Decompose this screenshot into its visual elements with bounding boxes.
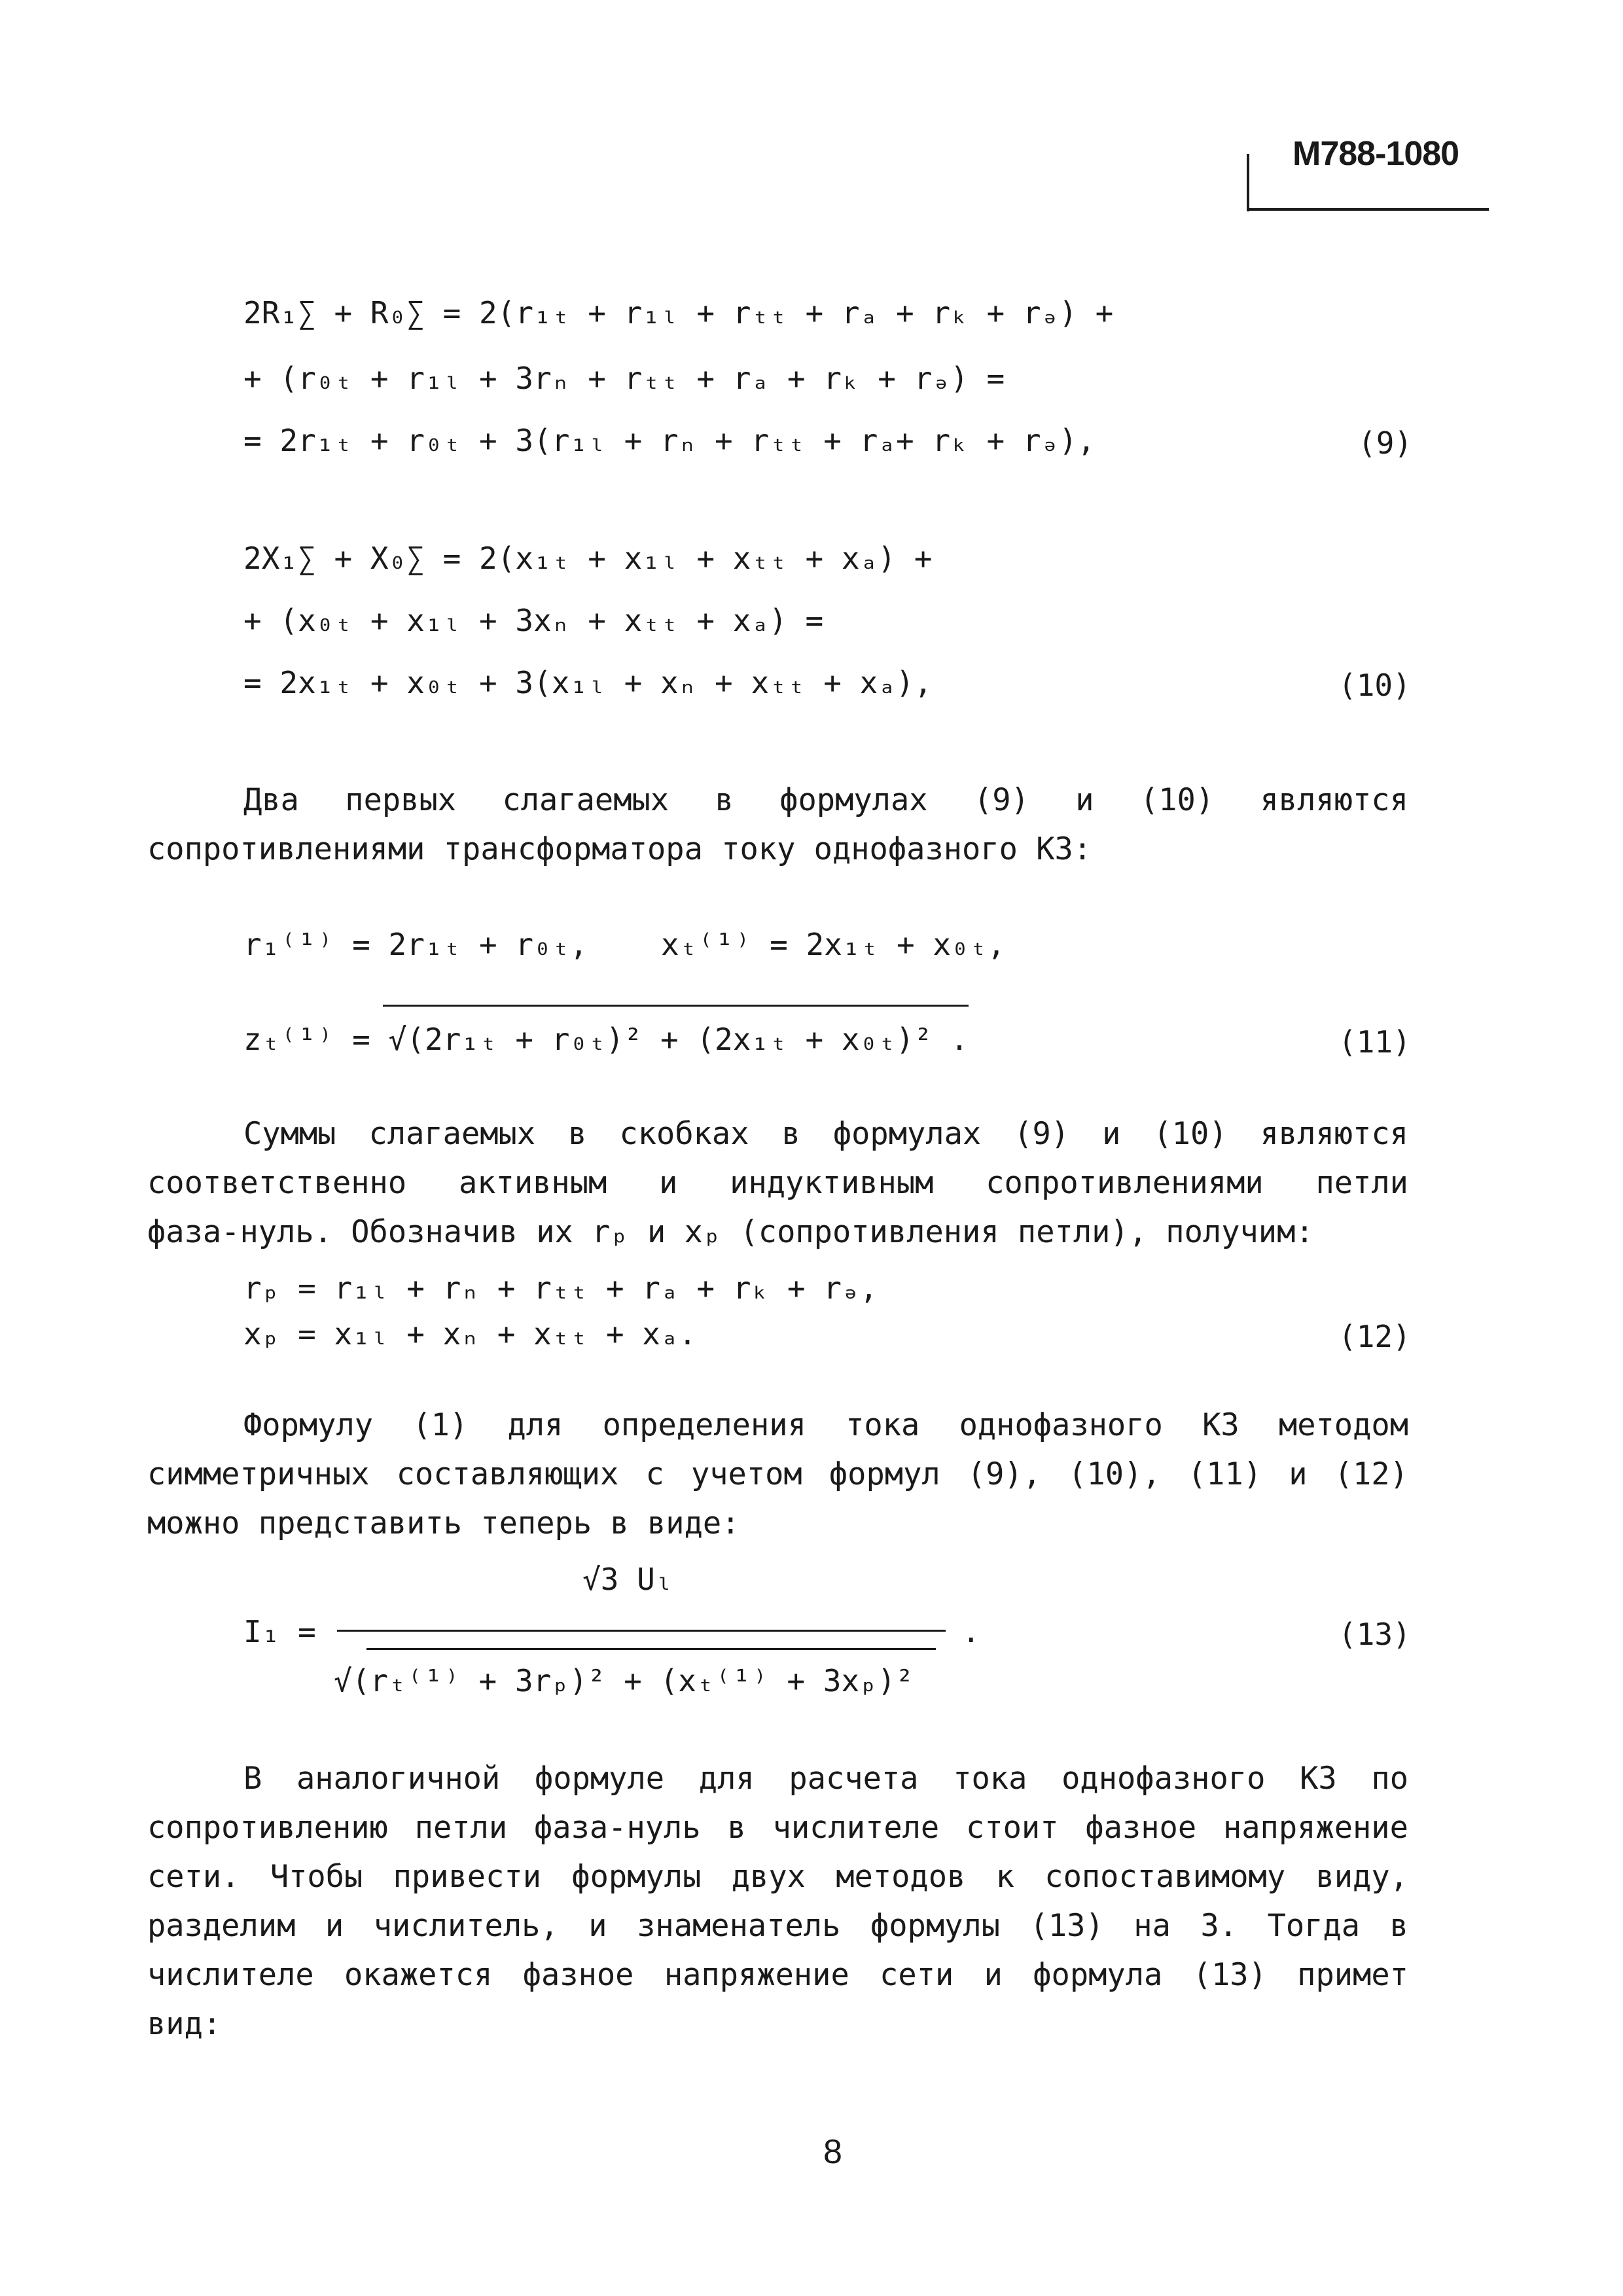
para1-line2: сопротивлениями трансформатора току однофазного КЗ: <box>147 831 1092 867</box>
word: сопротивлениями <box>986 1165 1264 1201</box>
eq9-line1: 2R₁∑ + R₀∑ = 2(r₁ₜ + r₁ₗ + rₜₜ + rₐ + rₖ + rₔ) + <box>243 295 1114 331</box>
word: окажется <box>344 1957 493 1993</box>
word: однофазного <box>959 1407 1163 1443</box>
stamp-frame-vertical <box>1247 154 1249 211</box>
word: и <box>1289 1456 1308 1492</box>
para4-line6: вид: <box>147 2006 222 2042</box>
word: тока <box>846 1407 920 1443</box>
eq12-line2: xₚ = x₁ₗ + xₙ + xₜₜ + xₐ. <box>243 1316 697 1352</box>
word: виду, <box>1315 1859 1408 1895</box>
word: для <box>698 1761 755 1797</box>
word: Чтобы <box>270 1859 363 1895</box>
word: слагаемых <box>368 1116 536 1152</box>
word: сопоставимому <box>1044 1859 1286 1895</box>
word: сети. <box>147 1859 240 1895</box>
word: составляющих <box>396 1456 619 1492</box>
eq11-radical-bar <box>383 1005 969 1007</box>
word: на <box>1133 1908 1171 1944</box>
eq9-number: (9) <box>1358 425 1413 461</box>
word: Тогда <box>1267 1908 1361 1944</box>
para1-line1 <box>243 782 1408 818</box>
word: фаза-нуль <box>533 1810 701 1846</box>
eq10-line3: = 2x₁ₜ + x₀ₜ + 3(x₁ₗ + xₙ + xₜₜ + xₐ), <box>243 665 933 700</box>
eq9-line3: = 2r₁ₜ + r₀ₜ + 3(r₁ₗ + rₙ + rₜₜ + rₐ+ rₖ + rₔ), <box>243 423 1096 458</box>
word: с <box>645 1456 664 1492</box>
eq13-number: (13) <box>1338 1617 1411 1652</box>
word: петли <box>1315 1165 1408 1201</box>
stamp-frame-horizontal <box>1247 208 1489 211</box>
word: числитель, <box>373 1908 559 1944</box>
word: знаменатель <box>637 1908 841 1944</box>
word: тока <box>953 1761 1027 1797</box>
word: и <box>588 1908 607 1944</box>
word: (9), <box>967 1456 1042 1492</box>
page-number: 8 <box>823 2133 842 2171</box>
document-code: М788-1080 <box>1293 135 1459 173</box>
word: являются <box>1260 782 1408 818</box>
word: (10) <box>1139 782 1215 818</box>
word: (1) <box>412 1407 469 1443</box>
word: числителе <box>772 1810 940 1846</box>
eq11-number: (11) <box>1338 1024 1411 1060</box>
word: методом <box>1278 1407 1408 1443</box>
word: и <box>984 1957 1003 1993</box>
word: числителе <box>147 1957 314 1993</box>
word: (11) <box>1187 1456 1262 1492</box>
word: фазное <box>522 1957 634 1993</box>
word: (10) <box>1153 1116 1228 1152</box>
eq13-fraction-bar <box>337 1630 946 1632</box>
eq13-radical-bar <box>366 1648 936 1650</box>
word: (9) <box>973 782 1029 818</box>
word: индуктивным <box>730 1165 934 1201</box>
word: определения <box>602 1407 806 1443</box>
word: КЗ <box>1202 1407 1240 1443</box>
para3-line2 <box>147 1456 1408 1492</box>
word: формуле <box>535 1761 665 1797</box>
word: 3. <box>1200 1908 1238 1944</box>
eq11-line2: zₜ⁽¹⁾ = √(2r₁ₜ + r₀ₜ)² + (2x₁ₜ + x₀ₜ)² . <box>243 1022 969 1057</box>
word: в <box>568 1116 587 1152</box>
word: соответственно <box>147 1165 407 1201</box>
word: и <box>325 1908 344 1944</box>
word: фазное <box>1085 1810 1197 1846</box>
word: Суммы <box>243 1116 336 1152</box>
eq11-line1-x: xₜ⁽¹⁾ = 2x₁ₜ + x₀ₜ, <box>661 927 1006 962</box>
para4-line4 <box>147 1908 1408 1944</box>
eq13-numerator: √3 Uₗ <box>582 1562 673 1597</box>
word: примет <box>1297 1957 1408 1993</box>
word: Формулу <box>243 1407 374 1443</box>
word: (9) <box>1014 1116 1070 1152</box>
para3-line3: можно представить теперь в виде: <box>147 1505 740 1541</box>
word: однофазного <box>1061 1761 1266 1797</box>
word: разделим <box>147 1908 296 1944</box>
eq13-lhs: I₁ = <box>243 1614 316 1649</box>
word: В <box>243 1761 262 1797</box>
word: формулы <box>571 1859 702 1895</box>
eq10-line2: + (x₀ₜ + x₁ₗ + 3xₙ + xₜₜ + xₐ) = <box>243 603 824 638</box>
para2-line2 <box>147 1165 1408 1201</box>
word: формула <box>1033 1957 1163 1993</box>
word: напряжение <box>664 1957 849 1993</box>
para2-line3: фаза-нуль. Обозначив их rₚ и xₚ (сопротивления петли), получим: <box>147 1214 1314 1250</box>
word: формулах <box>832 1116 982 1152</box>
word: петли <box>414 1810 508 1846</box>
word: формулы <box>870 1908 1001 1944</box>
eq13-dot: . <box>962 1614 980 1649</box>
word: формулах <box>779 782 928 818</box>
para4-line2 <box>147 1810 1408 1846</box>
word: и <box>659 1165 678 1201</box>
word: скобках <box>619 1116 749 1152</box>
word: методов <box>836 1859 966 1895</box>
word: являются <box>1260 1116 1408 1152</box>
word: напряжение <box>1222 1810 1408 1846</box>
para2-line1 <box>243 1116 1408 1152</box>
word: и <box>1102 1116 1121 1152</box>
word: к <box>995 1859 1014 1895</box>
para3-line1 <box>243 1407 1408 1443</box>
word: и <box>1075 782 1094 818</box>
eq9-line2: + (r₀ₜ + r₁ₗ + 3rₙ + rₜₜ + rₐ + rₖ + rₔ) = <box>243 361 1005 396</box>
word: активным <box>458 1165 607 1201</box>
eq10-number: (10) <box>1338 668 1411 703</box>
word: в <box>727 1810 746 1846</box>
word: (10), <box>1068 1456 1161 1492</box>
word: сопротивлению <box>147 1810 388 1846</box>
word: первых <box>345 782 457 818</box>
word: стоит <box>966 1810 1059 1846</box>
para4-line5 <box>147 1957 1408 1993</box>
word: в <box>1389 1908 1408 1944</box>
eq12-line1: rₚ = r₁ₗ + rₙ + rₜₜ + rₐ + rₖ + rₔ, <box>243 1270 878 1306</box>
word: учетом <box>690 1456 802 1492</box>
word: (13) <box>1192 1957 1267 1993</box>
eq11-line1-r: r₁⁽¹⁾ = 2r₁ₜ + r₀ₜ, <box>243 927 588 962</box>
para4-line3 <box>147 1859 1408 1895</box>
word: для <box>507 1407 563 1443</box>
word: (13) <box>1029 1908 1104 1944</box>
para4-line1 <box>243 1761 1408 1797</box>
word: слагаемых <box>502 782 669 818</box>
word: расчета <box>789 1761 919 1797</box>
word: Два <box>243 782 299 818</box>
word: (12) <box>1334 1456 1408 1492</box>
eq12-number: (12) <box>1338 1319 1411 1354</box>
word: симметричных <box>147 1456 370 1492</box>
eq13-denominator: √(rₜ⁽¹⁾ + 3rₚ)² + (xₜ⁽¹⁾ + 3xₚ)² <box>334 1663 914 1698</box>
word: КЗ <box>1300 1761 1337 1797</box>
word: формул <box>829 1456 940 1492</box>
word: в <box>715 782 734 818</box>
word: двух <box>731 1859 806 1895</box>
word: в <box>781 1116 800 1152</box>
word: по <box>1371 1761 1408 1797</box>
word: привести <box>393 1859 541 1895</box>
word: аналогичной <box>296 1761 501 1797</box>
eq10-line1: 2X₁∑ + X₀∑ = 2(x₁ₜ + x₁ₗ + xₜₜ + xₐ) + <box>243 541 933 576</box>
word: сети <box>880 1957 954 1993</box>
